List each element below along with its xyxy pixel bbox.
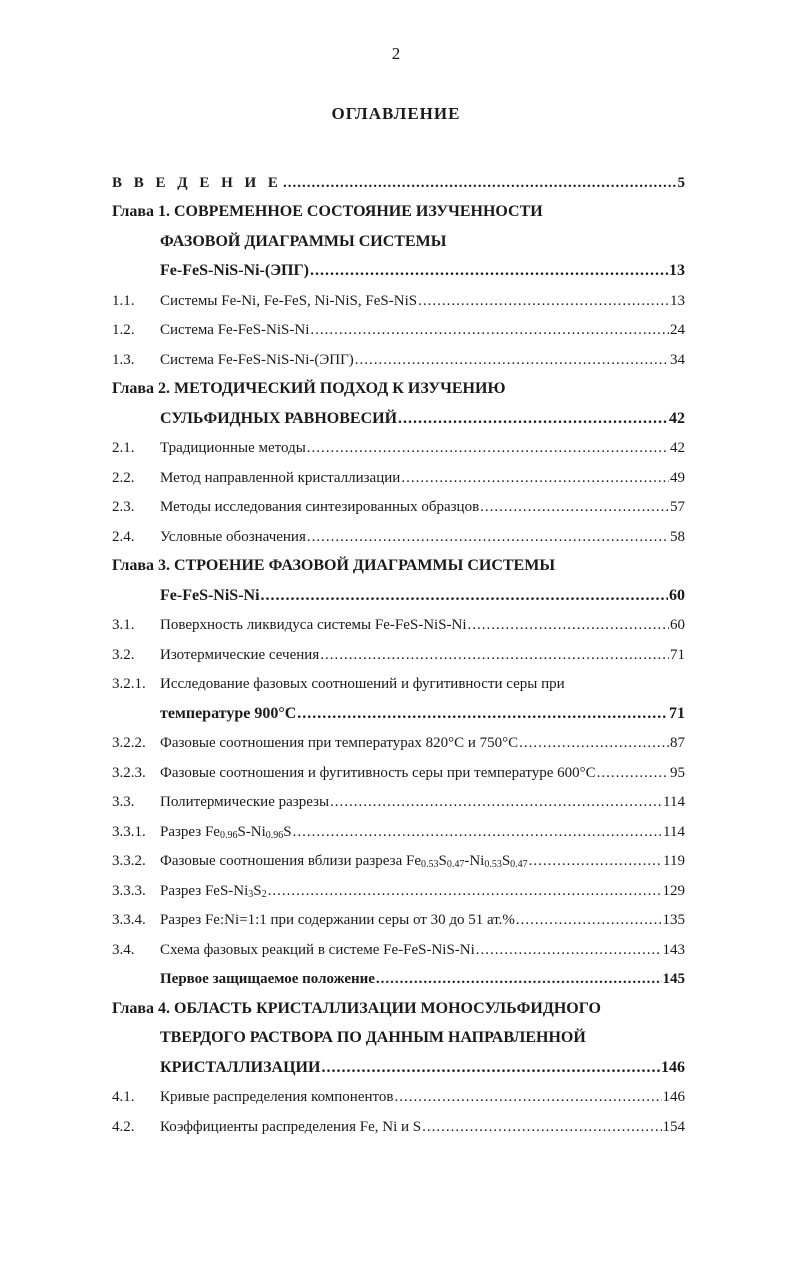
toc-entry-label: Fe-FeS-NiS-Ni	[160, 586, 260, 604]
toc-entry-number: 1.3.	[112, 351, 135, 368]
toc-entry-label: МЕТОДИЧЕСКИЙ ПОДХОД К ИЗУЧЕНИЮ	[174, 380, 506, 397]
toc-entry-page: 135	[662, 912, 685, 928]
toc-entry-number: 3.3.4.	[112, 912, 146, 928]
toc-entry-number: 3.2.	[112, 646, 135, 663]
table-of-contents	[112, 162, 685, 1136]
toc-entry-number: 4.2.	[112, 1118, 135, 1135]
toc-entry-page: 34	[670, 351, 685, 368]
toc-entry-label: температуре 900°С	[160, 704, 297, 722]
toc-entry	[112, 693, 685, 723]
toc-entry-page: 13	[670, 292, 685, 309]
toc-entry	[112, 428, 685, 458]
toc-entry-label: Кривые распределения компонентов	[160, 1089, 394, 1105]
toc-entry	[112, 1047, 685, 1077]
toc-entry-number: 3.4.	[112, 941, 135, 958]
toc-entry	[112, 162, 685, 192]
toc-entry	[112, 929, 685, 959]
dot-leader	[480, 498, 669, 516]
toc-entry	[112, 457, 685, 487]
toc-entry-label: ОБЛАСТЬ КРИСТАЛЛИЗАЦИИ МОНОСУЛЬФИДНОГО	[174, 999, 601, 1017]
toc-entry-label: Методы исследования синтезированных образцов	[160, 499, 480, 515]
toc-entry-label: Первое защищаемое положение	[160, 971, 375, 987]
toc-entry	[112, 280, 685, 310]
toc-entry-page: 5	[677, 174, 685, 191]
dot-leader	[261, 587, 668, 605]
dot-leader	[597, 764, 669, 782]
toc-entry	[112, 1018, 685, 1048]
toc-entry-number: 2.3.	[112, 499, 135, 515]
toc-entry	[112, 516, 685, 546]
toc-entry-page: 24	[670, 322, 685, 338]
toc-entry-page: 71	[670, 646, 685, 663]
toc-entry-label: Система Fe-FeS-NiS-Ni-(ЭПГ)	[160, 351, 354, 368]
toc-entry	[112, 310, 685, 340]
toc-entry-page: 114	[663, 794, 685, 810]
toc-entry-page: 60	[670, 617, 685, 633]
toc-entry	[112, 575, 685, 605]
dot-leader	[310, 262, 668, 280]
toc-entry	[112, 752, 685, 782]
toc-entry-label: Традиционные методы	[160, 440, 306, 456]
toc-entry	[112, 870, 685, 900]
toc-entry-page: 119	[663, 853, 685, 869]
toc-entry	[112, 723, 685, 753]
toc-entry-number: Глава 2.	[112, 380, 170, 397]
dot-leader	[394, 1088, 661, 1106]
dot-leader	[321, 1059, 660, 1077]
dot-leader	[418, 292, 669, 310]
toc-entry-page: 114	[663, 823, 685, 840]
toc-entry-page: 87	[670, 735, 685, 751]
toc-entry-page: 146	[661, 1058, 685, 1076]
dot-leader	[297, 705, 668, 723]
toc-entry-number: 3.2.2.	[112, 735, 146, 751]
toc-entry	[112, 369, 685, 399]
toc-entry	[112, 664, 685, 694]
dot-leader	[398, 410, 668, 428]
toc-entry-number: 3.3.1.	[112, 823, 146, 840]
toc-entry-page: 146	[662, 1089, 685, 1105]
toc-entry-label: Схема фазовых реакций в системе Fe-FeS-NiS-Ni	[160, 941, 475, 958]
toc-entry-page: 42	[669, 409, 685, 427]
toc-entry-label: СТРОЕНИЕ ФАЗОВОЙ ДИАГРАММЫ СИСТЕМЫ	[174, 557, 556, 574]
toc-entry	[112, 1106, 685, 1136]
toc-entry-number: Глава 4.	[112, 999, 170, 1017]
toc-entry-page: 57	[670, 499, 685, 515]
toc-entry-number: 3.2.1.	[112, 676, 146, 692]
toc-entry-label: Условные обозначения	[160, 528, 306, 545]
toc-entry	[112, 487, 685, 517]
toc-entry-label: Разрез FeS-$Ni_3S_2$	[160, 882, 267, 900]
toc-entry-page: 42	[670, 440, 685, 456]
toc-entry-label: Исследование фазовых соотношений и фугитивности серы при	[160, 676, 565, 692]
dot-leader	[268, 882, 662, 900]
toc-entry-page: 145	[662, 971, 685, 987]
toc-entry	[112, 811, 685, 841]
toc-entry-number: 3.1.	[112, 617, 135, 633]
dot-leader	[468, 616, 669, 634]
toc-entry-label: Изотермические сечения	[160, 646, 320, 663]
dot-leader	[330, 793, 662, 811]
toc-title: ОГЛАВЛЕНИЕ	[331, 104, 461, 123]
toc-entry-number: 2.1.	[112, 440, 135, 456]
toc-entry	[112, 339, 685, 369]
toc-entry-number: 4.1.	[112, 1089, 135, 1105]
toc-entry-label: Фазовые соотношения и фугитивность серы при температуре 600°С	[160, 764, 596, 781]
toc-entry-label: Система Fe-FeS-NiS-Ni	[160, 322, 310, 338]
toc-entry-page: 58	[670, 528, 685, 545]
toc-entry	[112, 782, 685, 812]
toc-entry-page: 49	[670, 469, 685, 486]
toc-entry-number: 3.3.3.	[112, 882, 146, 899]
toc-entry	[112, 988, 685, 1018]
toc-entry-page: 154	[662, 1118, 685, 1135]
toc-entry	[112, 251, 685, 281]
toc-entry-label: Фазовые соотношения вблизи разреза $Fe_{0.53}S_{0.47}-Ni_{0.53}S_{0.47}$	[160, 853, 528, 870]
toc-entry-number: Глава 3.	[112, 557, 170, 574]
toc-entry-number: 3.3.	[112, 794, 135, 810]
dot-leader	[519, 734, 669, 752]
toc-entry-label: Метод направленной кристаллизации	[160, 469, 401, 486]
toc-entry-page: 95	[670, 764, 685, 781]
toc-entry	[112, 221, 685, 251]
toc-entry-page: 71	[669, 704, 685, 722]
dot-leader	[320, 646, 669, 664]
toc-entry-label: ФАЗОВОЙ ДИАГРАММЫ СИСТЕМЫ	[160, 232, 447, 250]
toc-entry	[112, 192, 685, 222]
toc-entry-label: Коэффициенты распределения Fe, Ni и S	[160, 1118, 422, 1135]
dot-leader	[283, 174, 677, 192]
toc-entry-number: Глава 1.	[112, 203, 170, 220]
toc-entry	[112, 634, 685, 664]
dot-leader	[476, 941, 662, 959]
toc-entry-number: 3.3.2.	[112, 853, 146, 869]
dot-leader	[376, 970, 662, 988]
toc-entry-label: СОВРЕМЕННОЕ СОСТОЯНИЕ ИЗУЧЕННОСТИ	[174, 203, 543, 220]
toc-entry	[112, 1077, 685, 1107]
toc-entry-page: 60	[669, 586, 685, 604]
toc-entry-number: 3.2.3.	[112, 764, 146, 781]
dot-leader	[516, 911, 662, 929]
toc-entry	[112, 605, 685, 635]
toc-entry-label: Разрез $Fe_{0.96}S-Ni_{0.96}S$	[160, 823, 292, 841]
toc-entry	[112, 900, 685, 930]
toc-entry-number: 1.1.	[112, 292, 135, 309]
toc-entry-number: 2.2.	[112, 469, 135, 486]
dot-leader	[422, 1118, 661, 1136]
toc-entry-number: 1.2.	[112, 322, 135, 338]
toc-entry	[112, 841, 685, 871]
toc-entry-label: Поверхность ликвидуса системы Fe-FeS-NiS-Ni	[160, 617, 467, 633]
toc-entry-label: Разрез Fe:Ni=1:1 при содержании серы от 30 до 51 ат.%	[160, 912, 515, 928]
toc-entry-page: 143	[662, 941, 685, 958]
page-number: 2	[391, 44, 401, 63]
toc-entry	[112, 546, 685, 576]
toc-entry-label: Fe-FeS-NiS-Ni-(ЭПГ)	[160, 262, 309, 279]
toc-entry-label: КРИСТАЛЛИЗАЦИИ	[160, 1058, 321, 1076]
dot-leader	[529, 852, 662, 870]
dot-leader	[310, 321, 669, 339]
dot-leader	[307, 528, 669, 546]
toc-entry	[112, 959, 685, 989]
toc-entry-label: Фазовые соотношения при температурах 820°С и 750°С	[160, 735, 519, 751]
toc-entry-label: ТВЕРДОГО РАСТВОРА ПО ДАННЫМ НАПРАВЛЕННОЙ	[160, 1029, 586, 1046]
toc-entry-number: 2.4.	[112, 528, 135, 545]
toc-entry-label: В В Е Д Е Н И Е	[112, 174, 282, 191]
toc-entry-label: Системы Fe-Ni, Fe-FeS, Ni-NiS, FeS-NiS	[160, 292, 418, 309]
toc-entry-label: Политермические разрезы	[160, 794, 330, 810]
dot-leader	[355, 351, 669, 369]
toc-entry-page: 13	[669, 262, 685, 279]
toc-entry-label: СУЛЬФИДНЫХ РАВНОВЕСИЙ	[160, 409, 398, 427]
dot-leader	[293, 823, 662, 841]
toc-entry	[112, 398, 685, 428]
toc-entry-page: 129	[662, 882, 685, 899]
dot-leader	[401, 469, 669, 487]
dot-leader	[307, 439, 669, 457]
